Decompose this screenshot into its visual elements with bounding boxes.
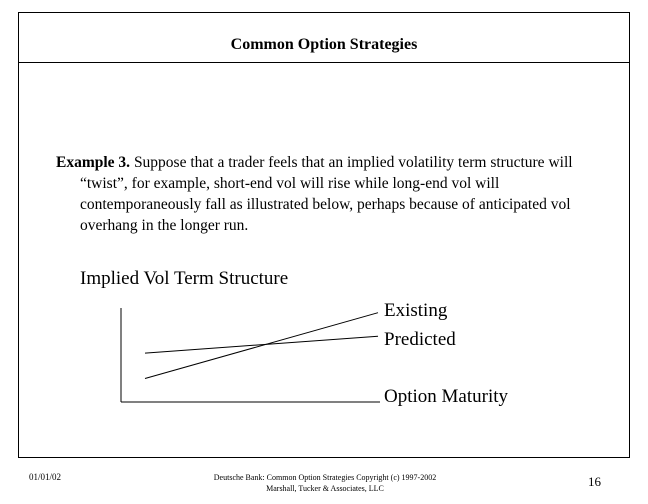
slide-title: Common Option Strategies [230, 36, 418, 53]
footer-date: 01/01/02 [29, 472, 62, 482]
example-text: Suppose that a trader feels that an implied volatility term structure will “twist”, for example, short-end vol will rise while long-end vol will contemporaneously fall as illustrated below, perhaps because of anticipated vol overhang in the longer run. [80, 154, 573, 234]
example-lead: Example 3. [56, 154, 131, 171]
series-line-existing [145, 313, 378, 379]
page-number: 16 [588, 474, 601, 489]
x-axis-label: Option Maturity [384, 386, 509, 407]
series-label-predicted: Predicted [384, 329, 456, 350]
series-line-predicted [145, 336, 378, 353]
series-label-existing: Existing [384, 300, 448, 321]
footer-copyright: Deutsche Bank: Common Option Strategies Copyright (c) 1997-2002 Marshall, Tucker & Associates, LLC [213, 473, 437, 493]
chart-title: Implied Vol Term Structure [80, 268, 289, 289]
